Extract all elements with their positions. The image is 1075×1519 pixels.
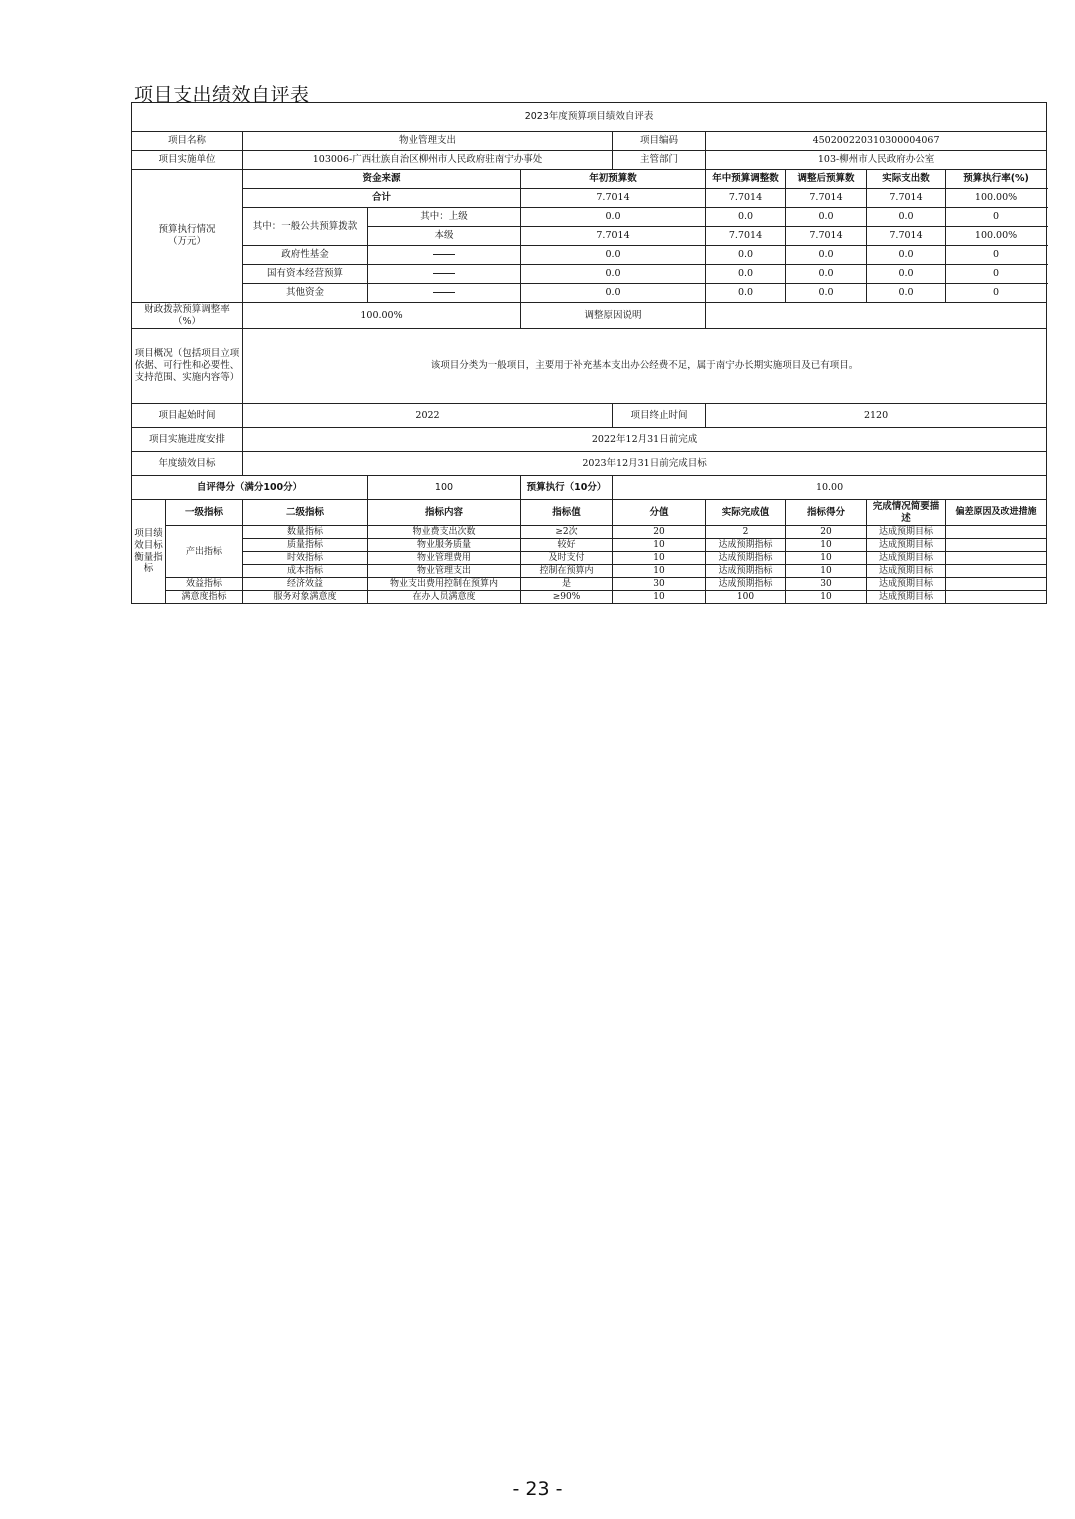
budget-other-actual: 0.0 — [867, 284, 946, 303]
project-code-value: 450200220310300004067 — [706, 132, 1047, 151]
indicator-section-label: 项目绩效目标衡量指标 — [132, 500, 166, 604]
budget-other-adjusted: 0.0 — [786, 284, 867, 303]
indicator-header-desc: 完成情况简要描述 — [867, 500, 946, 526]
indicator-actual: 100 — [706, 591, 786, 604]
budget-upper-rate: 0 — [946, 208, 1047, 227]
dept-value: 103-柳州市人民政府办公室 — [706, 151, 1047, 170]
indicator-content: 物业支出费用控制在预算内 — [368, 578, 521, 591]
indicator-target: 较好 — [521, 539, 613, 552]
annual-goal-row — [132, 452, 1047, 476]
indicator-desc: 达成预期目标 — [867, 552, 946, 565]
indicator-actual: 达成预期指标 — [706, 539, 786, 552]
self-score-label: 自评得分（满分100分） — [132, 476, 368, 500]
indicator-desc: 达成预期目标 — [867, 526, 946, 539]
indicator-actual: 2 — [706, 526, 786, 539]
benefit-indicator-row — [132, 578, 1047, 591]
period-row — [132, 404, 1047, 428]
budget-state-capital-adjusted: 0.0 — [786, 265, 867, 284]
indicator-deviation — [946, 526, 1047, 539]
indicator-deviation — [946, 539, 1047, 552]
budget-section-label: 预算执行情况 （万元） — [132, 170, 243, 303]
budget-gov-fund-label: 政府性基金 — [243, 246, 368, 265]
indicator-weight: 20 — [613, 526, 706, 539]
satisfaction-indicator-label: 满意度指标 — [166, 591, 243, 604]
table-title: 2023年度预算项目绩效自评表 — [132, 103, 1047, 132]
indicator-header-score: 指标得分 — [786, 500, 867, 526]
annual-goal-value: 2023年12月31日前完成目标 — [243, 452, 1047, 476]
indicator-score: 10 — [786, 565, 867, 578]
budget-other-midyear: 0.0 — [706, 284, 786, 303]
indicator-level2: 经济效益 — [243, 578, 368, 591]
budget-other-row — [132, 284, 1047, 303]
adjust-rate-row — [132, 303, 1047, 329]
budget-header-actual: 实际支出数 — [867, 170, 946, 189]
schedule-row — [132, 428, 1047, 452]
benefit-indicator-label: 效益指标 — [166, 578, 243, 591]
budget-header-adjusted: 调整后预算数 — [786, 170, 867, 189]
indicator-deviation — [946, 591, 1047, 604]
budget-total-initial: 7.7014 — [521, 189, 706, 208]
indicator-content: 在办人员满意度 — [368, 591, 521, 604]
indicator-weight: 10 — [613, 539, 706, 552]
budget-exec-value: 10.00 — [613, 476, 1047, 500]
start-time-label: 项目起始时间 — [132, 404, 243, 428]
budget-general-label: 其中：一般公共预算拨款 — [243, 208, 368, 246]
indicator-desc: 达成预期目标 — [867, 591, 946, 604]
start-time-value: 2022 — [243, 404, 613, 428]
budget-gov-fund-initial: 0.0 — [521, 246, 706, 265]
indicator-score: 10 — [786, 539, 867, 552]
self-score-value: 100 — [368, 476, 521, 500]
indicator-header-target: 指标值 — [521, 500, 613, 526]
indicator-target: 及时支付 — [521, 552, 613, 565]
indicator-row — [132, 565, 1047, 578]
indicator-target: ≥2次 — [521, 526, 613, 539]
indicator-desc: 达成预期目标 — [867, 565, 946, 578]
indicator-desc: 达成预期目标 — [867, 539, 946, 552]
indicator-score: 10 — [786, 552, 867, 565]
budget-local-midyear: 7.7014 — [706, 227, 786, 246]
indicator-level2: 成本指标 — [243, 565, 368, 578]
indicator-actual: 达成预期指标 — [706, 578, 786, 591]
adjust-reason-value — [706, 303, 1047, 329]
indicator-target: 是 — [521, 578, 613, 591]
budget-other-rate: 0 — [946, 284, 1047, 303]
project-name-label: 项目名称 — [132, 132, 243, 151]
budget-local-rate: 100.00% — [946, 227, 1047, 246]
indicator-target: 控制在预算内 — [521, 565, 613, 578]
budget-local-label: 本级 — [368, 227, 521, 246]
page-number: - 23 - — [512, 1478, 563, 1500]
indicator-row — [132, 526, 1047, 539]
end-time-label: 项目终止时间 — [613, 404, 706, 428]
budget-gov-fund-actual: 0.0 — [867, 246, 946, 265]
budget-total-label: 合计 — [243, 189, 521, 208]
budget-header-rate: 预算执行率(%) — [946, 170, 1047, 189]
indicator-level2: 时效指标 — [243, 552, 368, 565]
budget-state-capital-label: 国有资本经营预算 — [243, 265, 368, 284]
indicator-level2: 服务对象满意度 — [243, 591, 368, 604]
satisfaction-indicator-row — [132, 591, 1047, 604]
budget-total-midyear: 7.7014 — [706, 189, 786, 208]
budget-upper-adjusted: 0.0 — [786, 208, 867, 227]
indicator-deviation — [946, 578, 1047, 591]
indicator-content: 物业服务质量 — [368, 539, 521, 552]
self-evaluation-table — [131, 102, 1047, 604]
indicator-header-level1: 一级指标 — [166, 500, 243, 526]
indicator-score: 10 — [786, 591, 867, 604]
indicator-weight: 10 — [613, 565, 706, 578]
budget-state-capital-actual: 0.0 — [867, 265, 946, 284]
budget-gov-fund-adjusted: 0.0 — [786, 246, 867, 265]
indicator-weight: 10 — [613, 552, 706, 565]
indicator-row — [132, 539, 1047, 552]
schedule-label: 项目实施进度安排 — [132, 428, 243, 452]
output-indicator-label: 产出指标 — [166, 526, 243, 578]
budget-state-capital-midyear: 0.0 — [706, 265, 786, 284]
dept-label: 主管部门 — [613, 151, 706, 170]
indicator-weight: 10 — [613, 591, 706, 604]
indicator-score: 30 — [786, 578, 867, 591]
project-unit-label: 项目实施单位 — [132, 151, 243, 170]
indicator-content: 物业管理支出 — [368, 565, 521, 578]
budget-header-initial: 年初预算数 — [521, 170, 706, 189]
budget-total-actual: 7.7014 — [867, 189, 946, 208]
budget-gov-fund-rate: 0 — [946, 246, 1047, 265]
project-name-value: 物业管理支出 — [243, 132, 613, 151]
indicator-header-deviation: 偏差原因及改进措施 — [946, 500, 1047, 526]
indicator-header-row — [132, 500, 1047, 526]
end-time-value: 2120 — [706, 404, 1047, 428]
budget-total-adjusted: 7.7014 — [786, 189, 867, 208]
adjust-rate-label: 财政拨款预算调整率（%） — [132, 303, 243, 329]
budget-gov-fund-midyear: 0.0 — [706, 246, 786, 265]
adjust-reason-label: 调整原因说明 — [521, 303, 706, 329]
budget-other-label: 其他资金 — [243, 284, 368, 303]
project-unit-row — [132, 151, 1047, 170]
budget-header-source: 资金来源 — [243, 170, 521, 189]
budget-other-initial: 0.0 — [521, 284, 706, 303]
budget-upper-row — [132, 208, 1047, 227]
overview-row — [132, 329, 1047, 404]
budget-state-capital-row — [132, 265, 1047, 284]
schedule-value: 2022年12月31日前完成 — [243, 428, 1047, 452]
indicator-header-content: 指标内容 — [368, 500, 521, 526]
indicator-header-level2: 二级指标 — [243, 500, 368, 526]
budget-state-capital-initial: 0.0 — [521, 265, 706, 284]
indicator-actual: 达成预期指标 — [706, 565, 786, 578]
indicator-weight: 30 — [613, 578, 706, 591]
indicator-content: 物业管理费用 — [368, 552, 521, 565]
overview-label: 项目概况（包括项目立项依据、可行性和必要性、支持范围、实施内容等） — [132, 329, 243, 404]
budget-upper-label: 其中：上级 — [368, 208, 521, 227]
dash-mark — [368, 246, 521, 265]
dash-mark — [368, 284, 521, 303]
document-title: 项目支出绩效自评表 — [134, 84, 310, 106]
indicator-deviation — [946, 565, 1047, 578]
indicator-header-weight: 分值 — [613, 500, 706, 526]
indicator-actual: 达成预期指标 — [706, 552, 786, 565]
indicator-header-actual: 实际完成值 — [706, 500, 786, 526]
score-row — [132, 476, 1047, 500]
project-unit-value: 103006-广西壮族自治区柳州市人民政府驻南宁办事处 — [243, 151, 613, 170]
adjust-rate-value: 100.00% — [243, 303, 521, 329]
annual-goal-label: 年度绩效目标 — [132, 452, 243, 476]
budget-gov-fund-row — [132, 246, 1047, 265]
indicator-score: 20 — [786, 526, 867, 539]
budget-exec-label: 预算执行（10分） — [521, 476, 613, 500]
dash-mark — [368, 265, 521, 284]
budget-header-midyear: 年中预算调整数 — [706, 170, 786, 189]
budget-upper-initial: 0.0 — [521, 208, 706, 227]
project-name-row — [132, 132, 1047, 151]
budget-upper-midyear: 0.0 — [706, 208, 786, 227]
indicator-level2: 数量指标 — [243, 526, 368, 539]
budget-local-actual: 7.7014 — [867, 227, 946, 246]
indicator-target: ≥90% — [521, 591, 613, 604]
budget-total-row — [132, 189, 1047, 208]
budget-upper-actual: 0.0 — [867, 208, 946, 227]
indicator-level2: 质量指标 — [243, 539, 368, 552]
overview-value: 该项目分类为一般项目，主要用于补充基本支出办公经费不足，属于南宁办长期实施项目及已有项目。 — [243, 329, 1047, 404]
project-code-label: 项目编码 — [613, 132, 706, 151]
budget-local-adjusted: 7.7014 — [786, 227, 867, 246]
budget-total-rate: 100.00% — [946, 189, 1047, 208]
budget-header-row — [132, 170, 1047, 189]
indicator-deviation — [946, 552, 1047, 565]
budget-state-capital-rate: 0 — [946, 265, 1047, 284]
indicator-row — [132, 552, 1047, 565]
indicator-content: 物业费支出次数 — [368, 526, 521, 539]
indicator-desc: 达成预期目标 — [867, 578, 946, 591]
budget-local-initial: 7.7014 — [521, 227, 706, 246]
